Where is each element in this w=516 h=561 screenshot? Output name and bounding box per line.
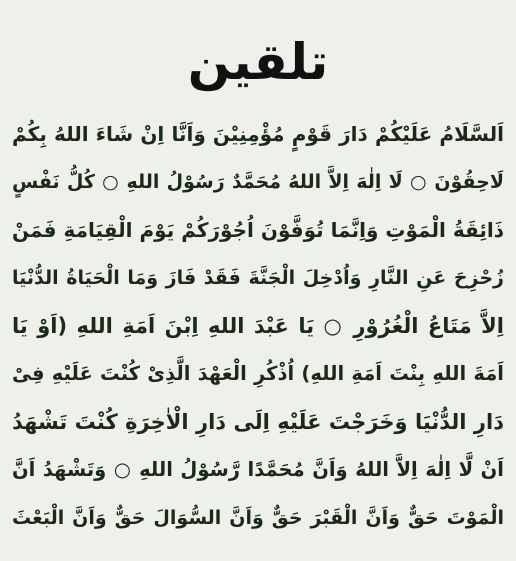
prayer-text-body <box>12 110 504 550</box>
text-line-7: دَارِ الدُّنْيَا وَخَرَجْتَ عَلَيْهِ اِلَى دَارِ الْاٰخِرَةِ كُنْتَ تَشْهَدُ <box>12 410 504 434</box>
text-line-1: اَلسَّلَامُ عَلَيْكُمْ دَارَ قَوْمٍ مُؤْمِنِيْنَ وَاَنَّا اِنْ شَاءَ اللهُ بِكُمْ <box>12 122 504 146</box>
text-line-8: اَنْ لَّا اِلٰهَ اِلاَّ اللهُ وَاَنَّ مُحَمَّدًا رَّسُوْلُ اللهِ ○ وَتَشْهَدُ اَنَّ <box>12 458 504 481</box>
text-line-2: لَاحِقُوْنَ ○ لَا اِلٰهَ اِلاَّ اللهُ مُحَمَّدٌ رَسُوْلُ اللهِ ○ كُلُّ نَفْسٍ <box>12 171 504 193</box>
text-line-4: زُحْزِحَ عَنِ النَّارِ وَاُدْخِلَ الْجَنَّةَ فَقَدْ فَازَ وَمَا الْحَيَاةُ الدُّنْيَا <box>12 267 504 289</box>
text-line-5: اِلاَّ مَتَاعُ الْغُرُوْرِ ○ يَا عَبْدَ اللهِ اِبْنَ اَمَةِ اللهِ (اَوْ يَا <box>12 314 504 338</box>
text-line-3: ذَائِقَةُ الْمَوْتِ وَاِنَّمَا تُوَفَّوْنَ اُجُوْرَكُمْ يَوْمَ الْقِيَامَةِ فَمَنْ <box>12 218 504 242</box>
page-title: تلقين <box>187 33 329 91</box>
text-line-9: الْمَوْتَ حَقٌّ وَاَنَّ الْقَبْرَ حَقٌّ وَاَنَّ السُّوَالَ حَقٌّ وَاَنَّ الْبَعْثَ <box>12 507 504 529</box>
text-line-6: اَمَةَ اللهِ بِنْتَ اَمَةِ اللهِ) اُذْكُرِ الْعَهْدَ الَّذِىْ كُنْتَ عَلَيْهِ فِىْ <box>12 362 504 385</box>
